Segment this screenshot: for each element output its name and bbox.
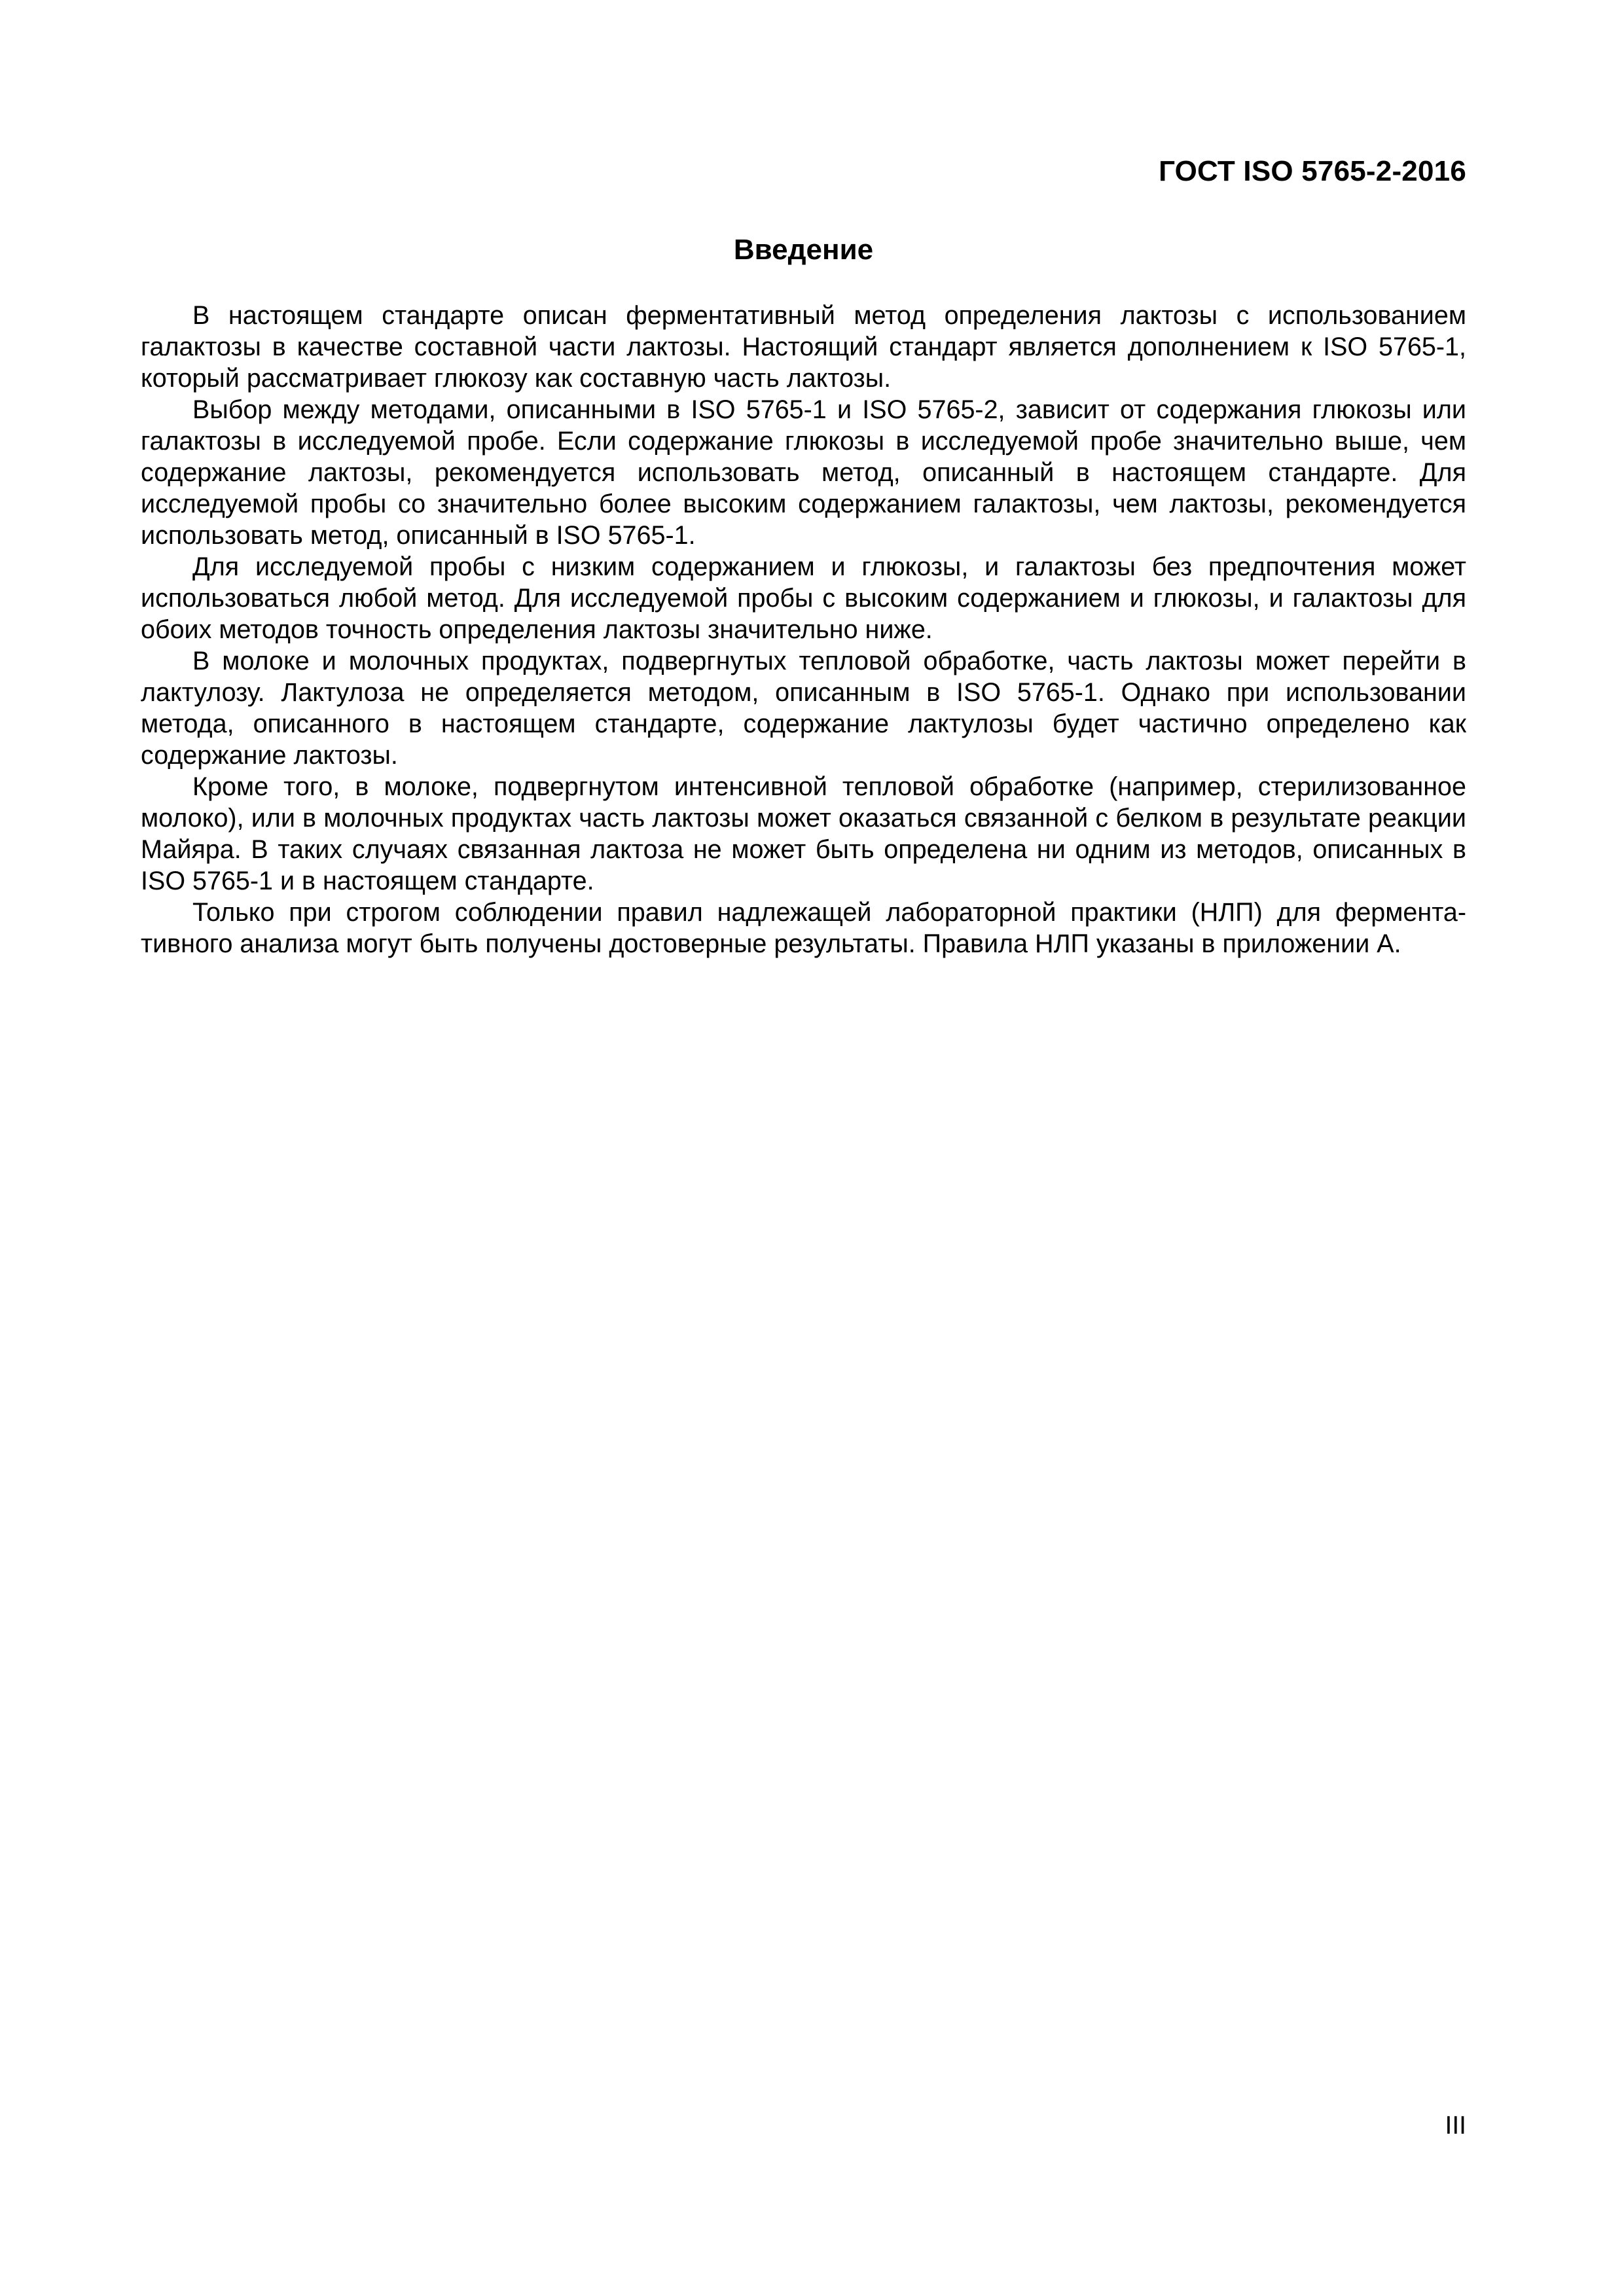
page-number: III [1445,2111,1466,2140]
paragraph: В молоке и молочных продуктах, подвергнутых тепловой обработке, часть лактозы может перейти в лактулозу. Лактулоза не определяется методом, описанным в ISO 5765-1. Однако при использовании метода, описанного в настоящем стандарте, содержание лактулозы будет частично определено как содержание лактозы. [141,647,1466,770]
paragraph: Только при строгом соблюдении правил надлежащей лабораторной практики (НЛП) для ферментативного анализа могут быть получены достоверные результаты. Правила НЛП указаны в приложении А. [141,898,1466,958]
paragraph: В настоящем стандарте описан ферментативный метод определения лактозы с использованием галактозы в качестве составной части лактозы. Настоящий стандарт является дополнением к ISO 5765-1, который рассматривает глюкозу как составную часть лактозы. [141,301,1466,393]
paragraph: Выбор между методами, описанными в ISO 5765-1 и ISO 5765-2, зависит от содержания глюкозы или галактозы в исследуемой пробе. Если содержание глюкозы в исследуемой пробе значительно выше, чем содержание лактозы, рекомендуется использовать метод, описанный в настоящем стандарте. Для исследуемой пробы со значительно более высоким содержанием галактозы, чем лактозы, рекомендуется использовать метод, описанный в ISO 5765-1. [141,395,1466,550]
paragraph: Для исследуемой пробы с низким содержанием и глюкозы, и галактозы без предпочтения может использоваться любой метод. Для исследуемой пробы с высоким содержанием и глюкозы, и галактозы для обоих методов точность определения лактозы значительно ниже. [141,552,1466,644]
section-title: Введение [733,234,874,266]
document-code-header: ГОСТ ISO 5765-2-2016 [1159,155,1466,187]
introduction-body [141,300,1466,960]
paragraph: Кроме того, в молоке, подвергнутом интенсивной тепловой обработке (например, стерилизованное молоко), или в молочных продуктах часть лактозы может оказаться связанной с белком в результате реакции Майяра. В таких случаях связанная лактоза не может быть определена ни одним из методов, описанных в ISO 5765-1 и в настоящем стандарте. [141,772,1466,895]
